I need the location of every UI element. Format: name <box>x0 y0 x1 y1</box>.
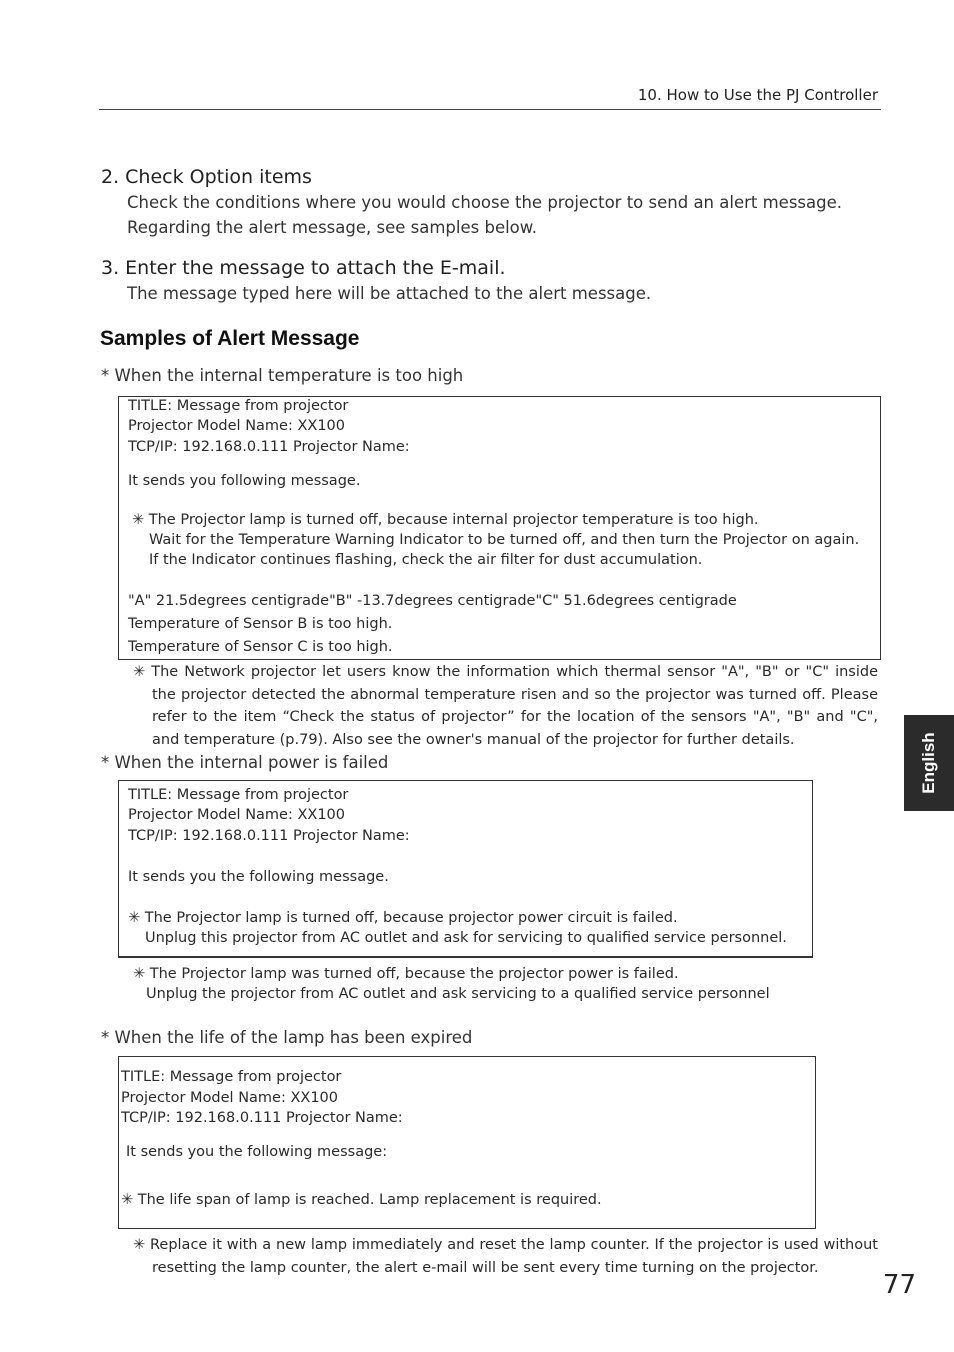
step-2-title: 2. Check Option items <box>101 166 312 188</box>
message-line: Wait for the Temperature Warning Indicator to be turned off, and then turn the Projector on again. <box>149 532 860 548</box>
sample-2-label: * When the internal power is failed <box>101 753 389 772</box>
sample-1-note <box>133 661 878 752</box>
message-line: TCP/IP: 192.168.0.111 Projector Name: <box>128 828 410 844</box>
section-title: Samples of Alert Message <box>100 327 360 350</box>
sample-3-label: * When the life of the lamp has been expired <box>101 1028 473 1047</box>
sample-1-message-box <box>118 396 881 660</box>
sample-1-label: * When the internal temperature is too high <box>101 366 464 385</box>
header-divider <box>99 109 881 110</box>
message-line: "A" 21.5degrees centigrade"B" -13.7degrees centigrade"C" 51.6degrees centigrade <box>128 593 737 609</box>
step-3-line-1: The message typed here will be attached to the alert message. <box>127 284 652 303</box>
step-2-line-1: Check the conditions where you would choose the projector to send an alert message. <box>127 193 843 212</box>
message-line: Projector Model Name: XX100 <box>121 1090 339 1106</box>
note-text: ✳ Replace it with a new lamp immediately and reset the lamp counter. If the projector is used without resetting the lamp counter, the alert e-mail will be sent every time turning on the projector. <box>133 1237 878 1276</box>
message-line: TITLE: Message from projector <box>128 398 349 414</box>
sample-2-note-line-1: ✳ The Projector lamp was turned off, because the projector power is failed. <box>133 966 679 982</box>
step-3-title: 3. Enter the message to attach the E-mail. <box>101 257 506 279</box>
message-line: If the Indicator continues flashing, check the air filter for dust accumulation. <box>149 552 703 568</box>
sample-2-message-box <box>118 780 813 958</box>
message-line: ✳ The life span of lamp is reached. Lamp replacement is required. <box>121 1192 602 1208</box>
message-line: ✳ The Projector lamp is turned off, because internal projector temperature is too high. <box>132 512 759 528</box>
message-line: Unplug this projector from AC outlet and ask for servicing to qualified service personnel. <box>145 930 787 946</box>
message-line: Projector Model Name: XX100 <box>128 807 346 823</box>
page-number: 77 <box>882 1270 916 1300</box>
message-line: TITLE: Message from projector <box>121 1069 342 1085</box>
message-line: It sends you the following message: <box>126 1144 388 1160</box>
message-line: ✳ The Projector lamp is turned off, because projector power circuit is failed. <box>128 910 678 926</box>
language-tab <box>904 715 954 811</box>
message-line: TCP/IP: 192.168.0.111 Projector Name: <box>128 439 410 455</box>
message-line: TCP/IP: 192.168.0.111 Projector Name: <box>121 1110 403 1126</box>
message-line: Temperature of Sensor C is too high. <box>128 639 393 655</box>
message-line: Projector Model Name: XX100 <box>128 418 346 434</box>
sample-2-note-line-2: Unplug the projector from AC outlet and ask servicing to a qualified service personnel <box>146 986 770 1002</box>
message-line: Temperature of Sensor B is too high. <box>128 616 393 632</box>
sample-3-note <box>133 1234 878 1279</box>
message-line: It sends you the following message. <box>128 869 389 885</box>
language-tab-label: English <box>919 732 938 794</box>
sample-3-message-box <box>118 1056 816 1229</box>
message-line: It sends you following message. <box>128 473 361 489</box>
chapter-header: 10. How to Use the PJ Controller <box>637 86 878 104</box>
note-text: ✳ The Network projector let users know the information which thermal sensor "A", "B" or "C" inside the projector detected the abnormal temperature risen and so the projector was turned off. Please refer to the item “Check the status of projector” for the location of the sensors "A", "B" and "C", and temperature (p.79). Also see the owner's manual of the projector for further details. <box>133 664 878 749</box>
message-line: TITLE: Message from projector <box>128 787 349 803</box>
step-2-line-2: Regarding the alert message, see samples below. <box>127 218 538 237</box>
